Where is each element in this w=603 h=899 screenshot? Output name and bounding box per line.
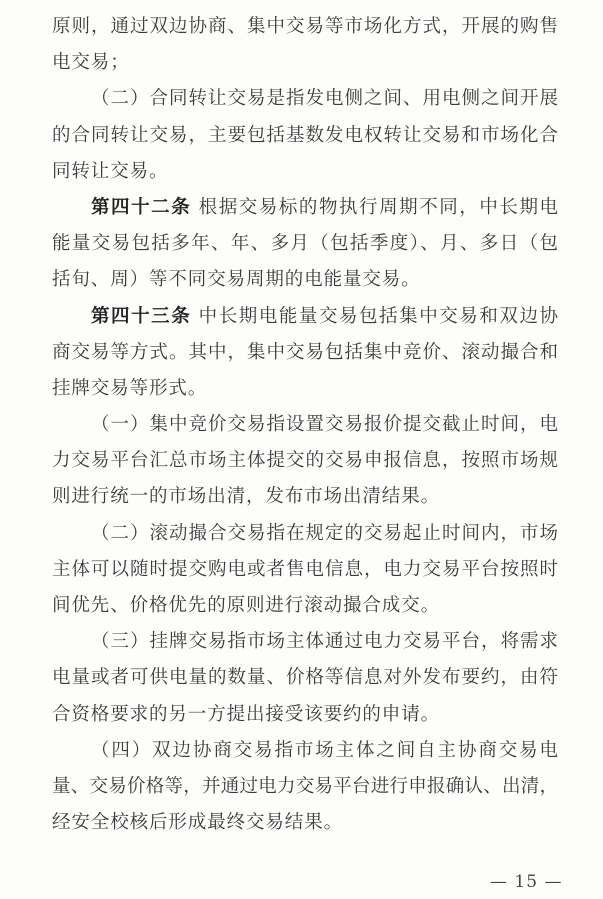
line-text: 量、交易价格等，并通过电力交易平台进行申报确认、出清， xyxy=(52,775,558,797)
text-line xyxy=(52,624,558,660)
line-text: 原则，通过双边协商、集中交易等市场化方式，开展的购售 xyxy=(52,16,558,37)
text-line xyxy=(52,552,558,588)
line-text: （四）双边协商交易指市场主体之间自主协商交易电 xyxy=(91,739,558,761)
text-line xyxy=(52,697,558,733)
text-line xyxy=(52,45,558,81)
line-text: （二）滚动撮合交易指在规定的交易起止时间内，市场 xyxy=(91,522,558,544)
line-text: 括旬、周）等不同交易周期的电能量交易。 xyxy=(52,269,421,291)
line-text: 力交易平台汇总市场主体提交的交易申报信息，按照市场规 xyxy=(52,450,558,472)
text-line xyxy=(52,190,558,226)
text-line xyxy=(52,588,558,624)
text-line xyxy=(52,335,558,371)
text-line xyxy=(52,516,558,552)
text-line xyxy=(52,769,558,805)
article-heading: 第四十三条 xyxy=(91,305,192,327)
paragraph xyxy=(52,81,558,190)
text-line xyxy=(52,299,558,335)
line-text: 中长期电能量交易包括集中交易和双边协 xyxy=(191,305,558,327)
paragraph xyxy=(52,190,558,299)
line-text: 间优先、价格优先的原则进行滚动撮合成交。 xyxy=(52,595,441,616)
text-line xyxy=(52,479,558,515)
page-number: — 15 — xyxy=(490,872,563,892)
line-text: 商交易等方式。其中，集中交易包括集中竞价、滚动撮合和 xyxy=(52,341,558,363)
text-line xyxy=(52,262,558,298)
paragraph xyxy=(52,407,558,516)
line-text: 能量交易包括多年、年、多月（包括季度）、月、多日（包 xyxy=(52,233,558,255)
line-text: 电量或者可供电量的数量、价格等信息对外发布要约，由符 xyxy=(52,667,558,689)
line-text: 同转让交易。 xyxy=(52,160,169,182)
line-text: （二）合同转让交易是指发电侧之间、用电侧之间开展 xyxy=(91,88,558,110)
text-line xyxy=(52,9,558,45)
paragraph xyxy=(52,624,558,733)
article-heading: 第四十二条 xyxy=(91,196,192,218)
paragraph xyxy=(52,733,558,842)
line-text: 挂牌交易等形式。 xyxy=(52,377,208,399)
paragraph xyxy=(52,516,558,625)
line-text: 主体可以随时提交购电或者售电信息，电力交易平台按照时 xyxy=(52,558,558,580)
line-text: 则进行统一的市场出清，发布市场出清结果。 xyxy=(52,486,441,508)
text-line xyxy=(52,371,558,407)
line-text: （一）集中竞价交易指设置交易报价提交截止时间，电 xyxy=(91,414,558,436)
text-line xyxy=(52,407,558,443)
text-line xyxy=(52,81,558,117)
text-line xyxy=(52,805,558,841)
text-line xyxy=(52,226,558,262)
text-line xyxy=(52,443,558,479)
text-line xyxy=(52,118,558,154)
line-text: 经安全校核后形成最终交易结果。 xyxy=(52,812,344,834)
line-text: 合资格要求的另一方提出接受该要约的申请。 xyxy=(52,703,441,725)
text-line xyxy=(52,154,558,190)
line-text: 的合同转让交易，主要包括基数发电权转让交易和市场化合 xyxy=(52,124,558,146)
line-text: 电交易； xyxy=(52,52,130,74)
text-line xyxy=(52,660,558,696)
line-text: 根据交易标的物执行周期不同，中长期电 xyxy=(191,196,558,218)
text-line xyxy=(52,733,558,769)
paragraph xyxy=(52,9,558,81)
paragraph xyxy=(52,299,558,408)
document-body xyxy=(52,9,558,841)
line-text: （三）挂牌交易指市场主体通过电力交易平台，将需求 xyxy=(91,631,558,653)
